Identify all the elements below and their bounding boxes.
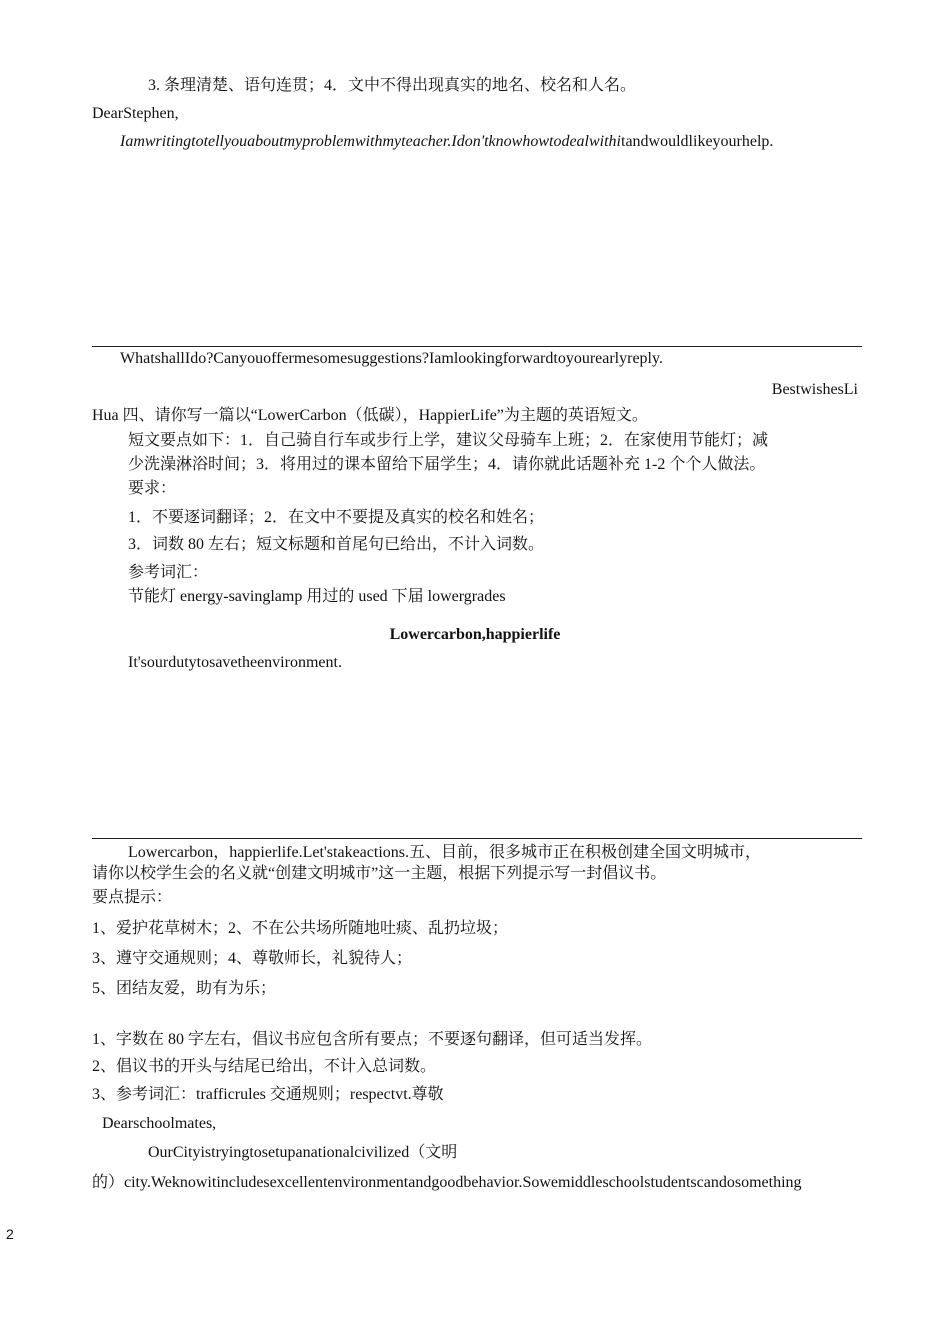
letter-body-line: OurCityistryingtosetupanationalcivilized（文明 (148, 1144, 458, 1161)
writing-area-divider (92, 346, 862, 347)
letter-salutation: Dearschoolmates, (102, 1115, 217, 1132)
tips-heading: 要点提示： (92, 889, 173, 906)
requirements-heading: 要求： (128, 480, 177, 497)
vocabulary-line: 节能灯 energy-savinglamp 用过的 used 下届 lowergrades (128, 588, 506, 605)
requirement-line: 3. 条理清楚、语句连贯；4．文中不得出现真实的地名、校名和人名。 (148, 77, 637, 94)
section-four-title: Hua 四、请你写一篇以“LowerCarbon（低碳），HappierLife”为主题的英语短文。 (92, 407, 648, 424)
requirement-line: 3．词数 80 左右；短文标题和首尾句已给出，不计入词数。 (128, 536, 545, 553)
essay-title: Lowercarbon,happierlife (389, 626, 561, 643)
tip-line: 1、爱护花草树木；2、不在公共场所随地吐痰、乱扔垃圾； (92, 920, 509, 937)
page-number: 2 (6, 1226, 14, 1242)
section-five-intro: Lowercarbon，happierlife.Let'stakeactions.五、目前，很多城市正在积极创建全国文明城市， (128, 844, 761, 861)
tip-line: 3、遵守交通规则；4、尊敬师长，礼貌待人； (92, 950, 413, 967)
letter-opening-italic: Iamwritingtotellyouaboutmyproblemwithmyteacher.Idon'tknowhowtodealwithi (120, 133, 621, 150)
letter-closing: WhatshallIdo?Canyouoffermesomesuggestions?Iamlookingforwardtoyourearlyreply. (120, 350, 663, 367)
letter-salutation: DearStephen, (92, 105, 179, 122)
letter-opening-normal: tandwouldlikeyourhelp. (621, 133, 774, 150)
vocabulary-heading: 参考词汇： (128, 564, 209, 581)
requirement-line: 3、参考词汇：trafficrules 交通规则；respectvt.尊敬 (92, 1086, 444, 1103)
letter-signoff: BestwishesLi (771, 381, 858, 398)
essay-points-line: 少洗澡淋浴时间；3．将用过的课本留给下届学生；4．请你就此话题补充 1-2 个个人做法。 (128, 456, 766, 473)
requirement-line: 1、字数在 80 字左右，倡议书应包含所有要点；不要逐句翻译，但可适当发挥。 (92, 1031, 653, 1048)
letter-body-line: 的）city.Weknowitincludesexcellentenvironmentandgoodbehavior.Sowemiddleschoolstudentscandosomething (92, 1174, 802, 1191)
section-five-intro: 请你以校学生会的名义就“创建文明城市”这一主题，根据下列提示写一封倡议书。 (92, 865, 667, 882)
tip-line: 5、团结友爱，助有为乐； (92, 980, 277, 997)
requirement-line: 1．不要逐词翻译；2．在文中不要提及真实的校名和姓名； (128, 509, 545, 526)
essay-points-line: 短文要点如下：1．自己骑自行车或步行上学，建议父母骑车上班；2．在家使用节能灯；减 (128, 432, 769, 449)
essay-first-sentence: It'sourdutytosavetheenvironment. (128, 654, 342, 671)
requirement-line: 2、倡议书的开头与结尾已给出，不计入总词数。 (92, 1058, 437, 1075)
writing-area-divider (92, 838, 862, 839)
letter-opening (120, 132, 773, 152)
